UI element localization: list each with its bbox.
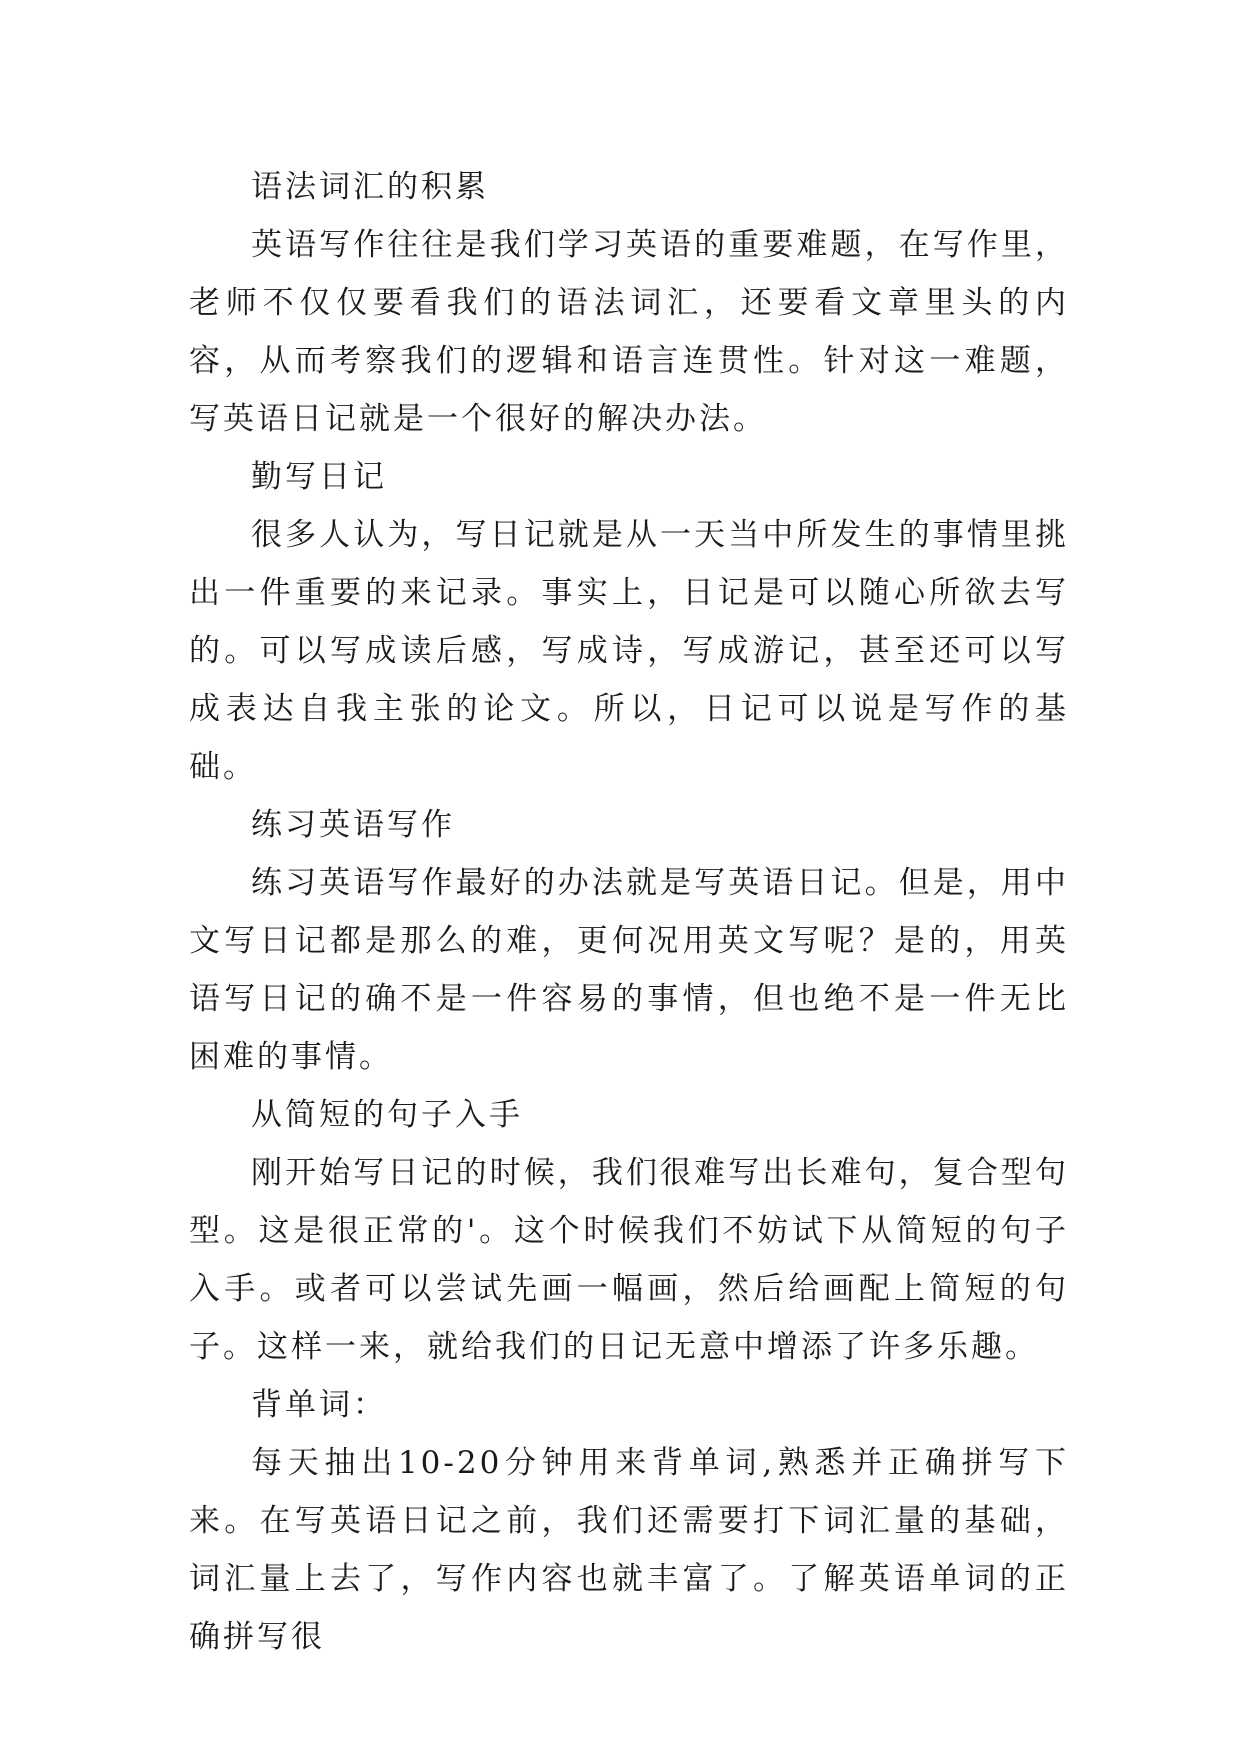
section-heading: 勤写日记 xyxy=(251,459,387,495)
body-paragraph: 每天抽出10-20分钟用来背单词,熟悉并正确拼写下来。在写英语日记之前，我们还需要打下词汇量的基础，词汇量上去了，写作内容也就丰富了。了解英语单词的正确拼写很 xyxy=(189,1445,1069,1655)
section-heading: 语法词汇的积累 xyxy=(251,169,489,205)
section-heading: 背单词： xyxy=(251,1387,387,1423)
section-heading: 从简短的句子入手 xyxy=(251,1097,523,1133)
body-paragraph: 英语写作往往是我们学习英语的重要难题，在写作里，老师不仅仅要看我们的语法词汇，还要看文章里头的内容，从而考察我们的逻辑和语言连贯性。针对这一难题，写英语日记就是一个很好的解决办法。 xyxy=(189,227,1069,437)
body-paragraph: 练习英语写作最好的办法就是写英语日记。但是，用中文写日记都是那么的难，更何况用英文写呢？是的，用英语写日记的确不是一件容易的事情，但也绝不是一件无比困难的事情。 xyxy=(189,865,1069,1075)
document-body xyxy=(189,158,1069,1666)
body-paragraph: 刚开始写日记的时候，我们很难写出长难句，复合型句型。这是很正常的'。这个时候我们不妨试下从简短的句子入手。或者可以尝试先画一幅画，然后给画配上简短的句子。这样一来，就给我们的日记无意中增添了许多乐趣。 xyxy=(189,1155,1069,1365)
body-paragraph: 很多人认为，写日记就是从一天当中所发生的事情里挑出一件重要的来记录。事实上，日记是可以随心所欲去写的。可以写成读后感，写成诗，写成游记，甚至还可以写成表达自我主张的论文。所以，日记可以说是写作的基础。 xyxy=(189,517,1069,785)
section-heading: 练习英语写作 xyxy=(251,807,455,843)
